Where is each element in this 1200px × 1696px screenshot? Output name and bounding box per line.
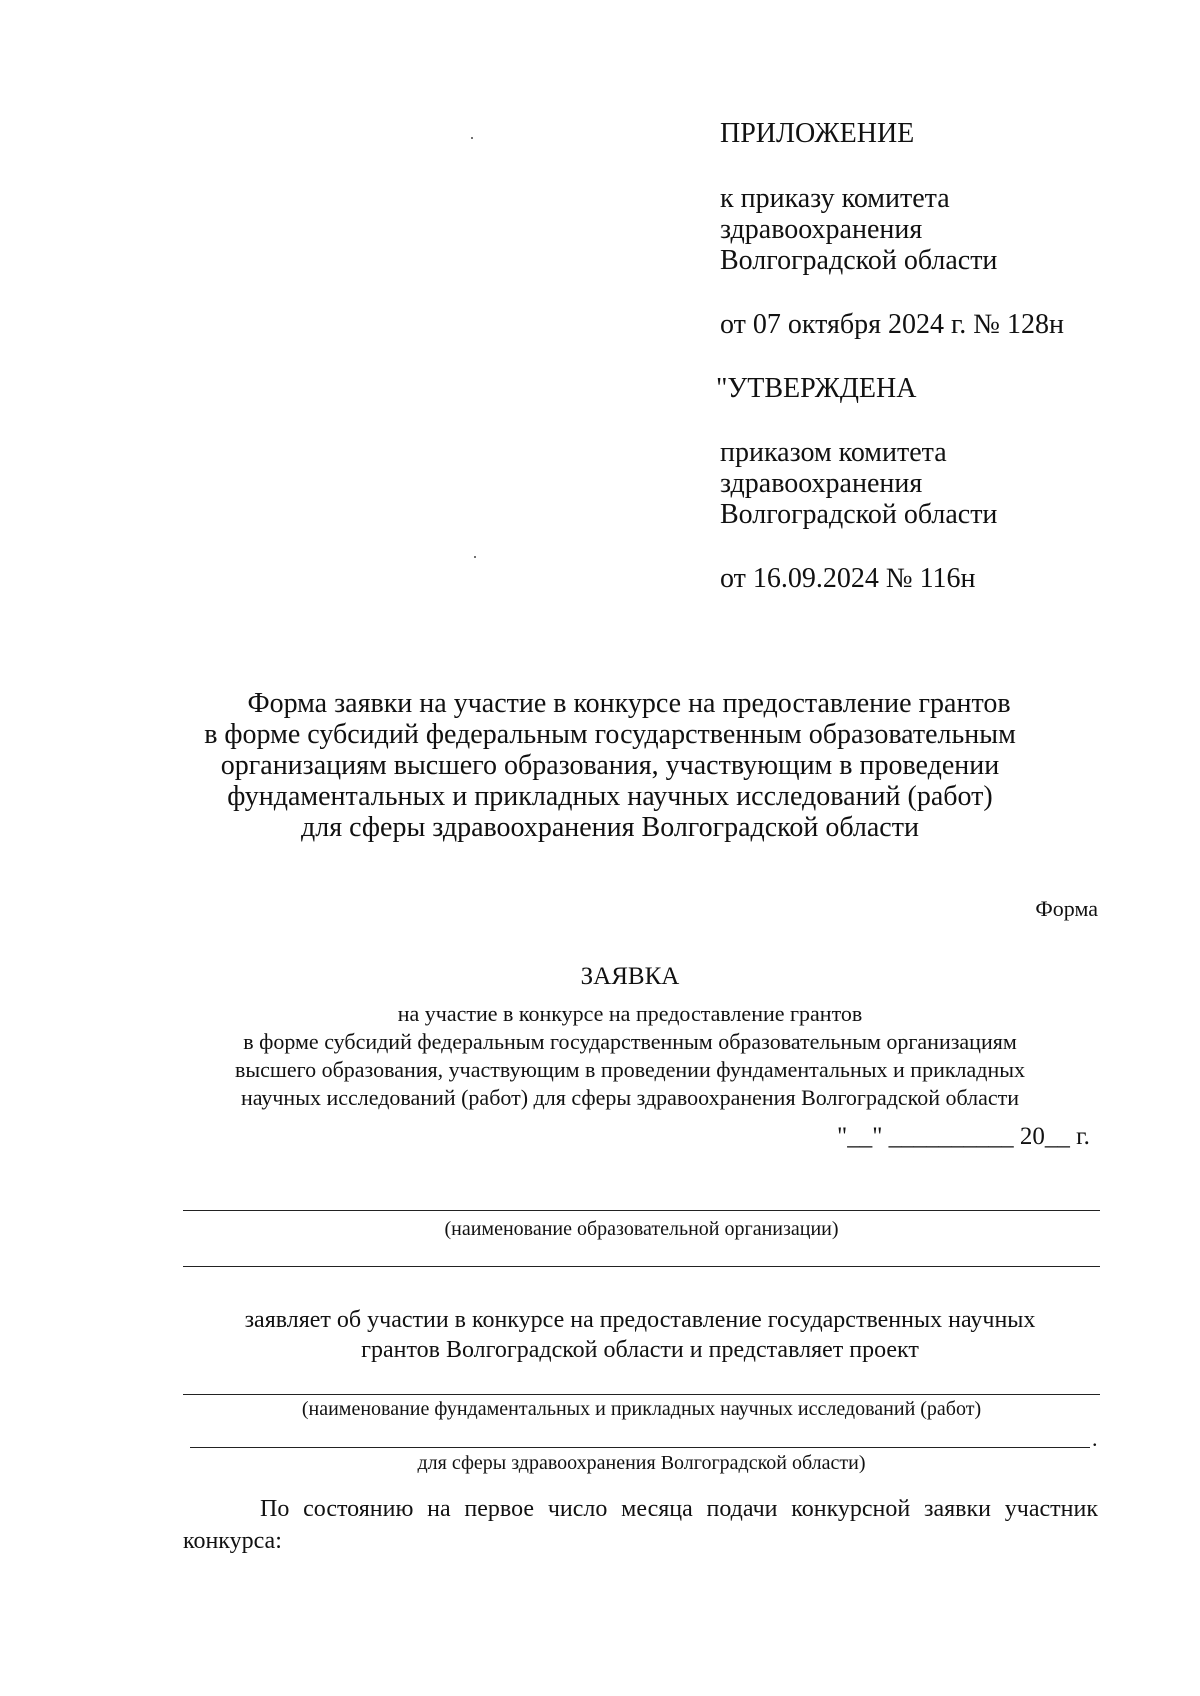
application-subtitle <box>160 1000 1100 1112</box>
org-name-line-2 <box>183 1266 1100 1267</box>
project-name-caption-2: для сферы здравоохранения Волгоградской области) <box>417 1452 866 1474</box>
status-paragraph-line: По состоянию на первое число месяца подачи конкурсной заявки участник <box>260 1496 1098 1522</box>
declaration-line: грантов Волгоградской области и представляет проект <box>361 1337 919 1363</box>
form-title <box>150 688 1070 843</box>
declaration-text <box>180 1305 1100 1365</box>
form-title-line: в форме субсидий федеральным государственным образовательным <box>204 719 1016 750</box>
order-reference <box>720 183 997 276</box>
application-heading: ЗАЯВКА <box>580 963 680 990</box>
application-subtitle-line: на участие в конкурсе на предоставление грантов <box>397 1001 863 1026</box>
approved-reference-line: Волгоградской области <box>720 499 998 530</box>
approved-reference-line: здравоохранения <box>720 468 923 499</box>
org-name-line <box>183 1210 1100 1211</box>
status-paragraph-line: конкурса: <box>183 1528 282 1554</box>
form-label: Форма <box>1035 896 1098 921</box>
trailing-dot: . <box>1092 1426 1098 1451</box>
application-subtitle-line: в форме субсидий федеральным государственным образовательным организациям <box>243 1029 1017 1054</box>
form-title-line: для сферы здравоохранения Волгоградской области <box>301 812 919 843</box>
project-name-caption: (наименование фундаментальных и прикладных научных исследований (работ) <box>301 1398 982 1420</box>
order-reference-line: к приказу комитета <box>720 183 950 214</box>
date-placeholder: "__" __________ 20__ г. <box>837 1123 1090 1150</box>
status-paragraph <box>183 1493 1098 1557</box>
approved-reference-line: приказом комитета <box>720 437 947 468</box>
application-subtitle-line: научных исследований (работ) для сферы здравоохранения Волгоградской области <box>240 1085 1020 1110</box>
project-name-line-2 <box>190 1447 1090 1448</box>
project-name-line <box>183 1394 1100 1395</box>
scan-speck <box>471 137 473 139</box>
order-reference-line: здравоохранения <box>720 214 923 245</box>
approved-reference <box>720 437 997 530</box>
declaration-line: заявляет об участии в конкурсе на предоставление государственных научных <box>244 1307 1036 1333</box>
form-title-line: фундаментальных и прикладных научных исследований (работ) <box>227 781 993 812</box>
approved-date: от 16.09.2024 № 116н <box>720 563 976 594</box>
application-subtitle-line: высшего образования, участвующим в проведении фундаментальных и прикладных <box>234 1057 1026 1082</box>
org-name-caption: (наименование образовательной организации) <box>444 1218 839 1240</box>
scan-speck <box>474 556 476 558</box>
approved-heading: "УТВЕРЖДЕНА <box>716 373 917 404</box>
order-reference-line: Волгоградской области <box>720 245 998 276</box>
form-title-line: Форма заявки на участие в конкурсе на предоставление грантов <box>247 688 1011 719</box>
appendix-heading: ПРИЛОЖЕНИЕ <box>720 118 915 149</box>
order-date: от 07 октября 2024 г. № 128н <box>720 309 1064 340</box>
form-title-line: организациям высшего образования, участвующим в проведении <box>220 750 1000 781</box>
